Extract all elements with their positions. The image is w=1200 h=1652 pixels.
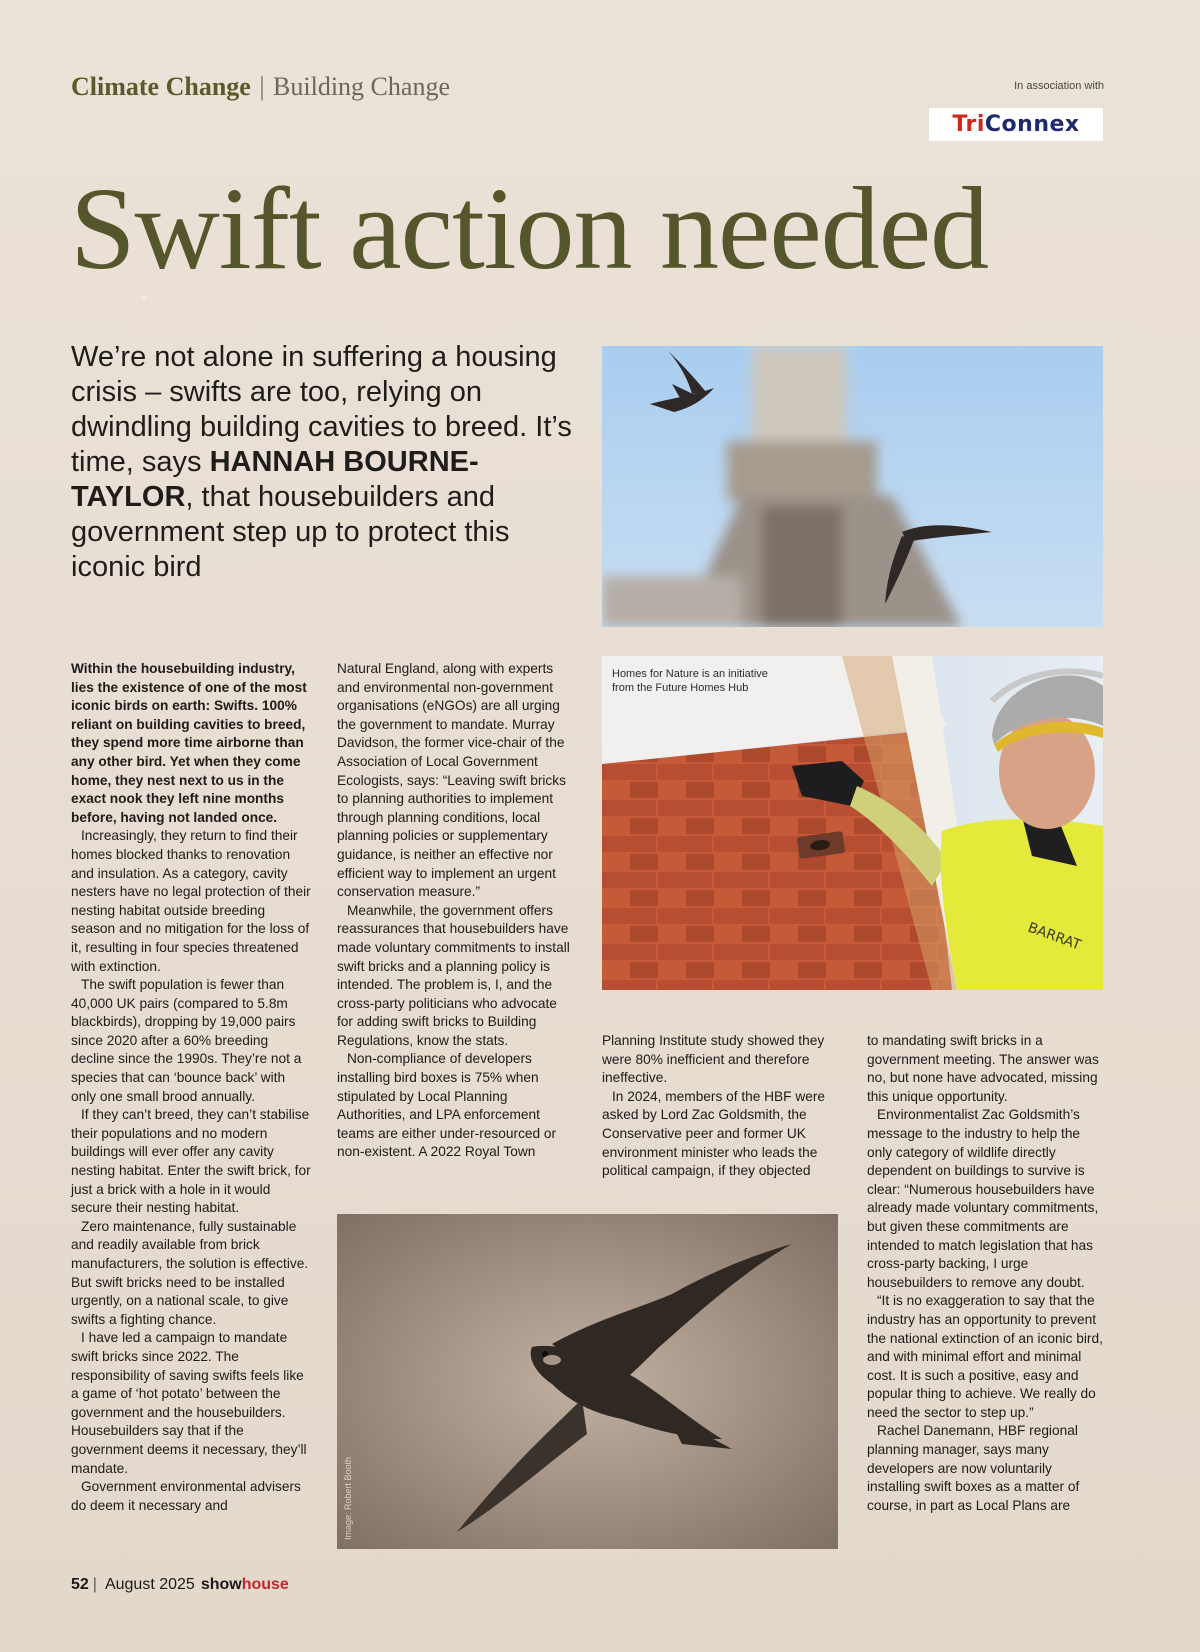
photo-swift-flight [337, 1214, 838, 1549]
body-paragraph: “It is no exaggeration to say that the industry has an opportunity to prevent the national extinction of an iconic bird, and with minimal effort and minimal cost. It is such a positive, easy and popular thing to achieve. We really do need the sector to step up.” [867, 1293, 1103, 1420]
body-paragraph: Planning Institute study showed they were 80% inefficient and therefore ineffective. [602, 1033, 825, 1086]
section-label [71, 72, 450, 102]
body-column-1 [71, 660, 311, 1515]
footer-separator: | [92, 1576, 97, 1593]
page-number: 52 [71, 1576, 89, 1593]
sponsor-logo-text: TriConnex [952, 112, 1080, 137]
body-paragraph: Natural England, along with experts and environmental non-government organisations (eNGOs) are all urging the government to mandate. Murray Davidson, the former vice-chair of the Association of Local Government Ecologists, says: “Leaving swift bricks to planning authorities to implement through planning conditions, local planning policies or supplementary guidance, is neither an effective nor efficient way to implement an urgent conservation measure.” [337, 661, 566, 900]
body-paragraph: In 2024, members of the HBF were asked by Lord Zac Goldsmith, the Conservative peer and former UK environment minister who leads the political campaign, if they objected [602, 1088, 826, 1179]
body-paragraph: Zero maintenance, fully sustainable and readily available from brick manufacturers, the solution is effective. But swift bricks need to be installed urgently, on a national scale, to give swifts a fighting chance. [71, 1218, 309, 1327]
body-paragraph: Environmentalist Zac Goldsmith’s message to the industry to help the only category of wildlife directly dependent on buildings to survive is clear: “Numerous housebuilders have already made voluntary commitments, but given these commitments are intended to match legislation that has cross-party backing, I urge housebuilders to remove any doubt. [867, 1107, 1099, 1290]
photo-worker-brick [602, 656, 1103, 990]
brand-logo: showhouse [200, 1576, 289, 1593]
issue-date: August 2025 [104, 1576, 195, 1593]
photo3-credit: Image: Robert Booth [343, 1456, 353, 1540]
body-paragraph: to mandating swift bricks in a government meeting. The answer was no, but none have advocated, missing this unique opportunity. [867, 1033, 1099, 1104]
section-primary: Climate Change [71, 72, 251, 101]
standfirst-before: We’re not alone in suffering a housing crisis – swifts are too, relying on dwindling building cavities to breed. It’s time, says [71, 341, 572, 478]
body-paragraph: The swift population is fewer than 40,000 UK pairs (compared to 5.8m blackbirds), dropping by 19,000 pairs since 2020 after a 60% breeding decline since the 1990s. They’re not a species that can ‘bounce back’ with only one small brood annually. [71, 977, 302, 1104]
hivis-text: BARRAT [1025, 919, 1083, 954]
body-paragraph: Meanwhile, the government offers reassurances that housebuilders have made voluntary commitments to install swift bricks and a planning policy is intended. The problem is, I, and the cross-party politicians who advocate for adding swift bricks to Building Regulations, know the stats. [337, 902, 570, 1048]
body-paragraph: If they can’t breed, they can’t stabilise their populations and no modern buildings will ever offer any cavity nesting habitat. Enter the swift brick, for just a brick with a hole in it would secure their nesting habitat. [71, 1107, 311, 1216]
photo-swifts-spire [602, 346, 1103, 627]
section-secondary: Building Change [273, 72, 450, 101]
standfirst-author: HANNAH BOURNE-TAYLOR [71, 446, 479, 513]
body-paragraph: Non-compliance of developers installing bird boxes is 75% when stipulated by Local Planning Authorities, and LPA enforcement teams are either under-resourced or non-existent. A 2022 Royal Town [337, 1051, 557, 1160]
body-paragraph: Within the housebuilding industry, lies the existence of one of the most iconic birds on earth: Swifts. 100% reliant on building cavities to breed, they spend more time airborne than any other bird. Yet when they come home, they nest next to us in the exact nook they left nine months before, having not landed once. [71, 661, 307, 825]
association-label: In association with [1014, 80, 1104, 92]
page-footer [71, 1576, 289, 1594]
body-paragraph: Government environmental advisers do deem it necessary and [71, 1479, 301, 1513]
headline: Swift action needed [70, 163, 989, 294]
body-column-4 [867, 1032, 1103, 1515]
sponsor-logo[interactable] [929, 108, 1103, 141]
body-column-2 [337, 660, 572, 1162]
body-paragraph: Increasingly, they return to find their homes blocked thanks to renovation and insulation. As a category, cavity nesters have no legal protection of their nesting habitat outside breeding season and no mitigation for the loss of it, resulting in four species threatened with extinction. [71, 828, 311, 974]
body-paragraph: Rachel Danemann, HBF regional planning manager, says many developers are now voluntarily installing swift boxes as a matter of course, in part as Local Plans are [867, 1423, 1080, 1513]
standfirst [71, 340, 591, 585]
standfirst-after: , that housebuilders and government step up to protect this iconic bird [71, 481, 510, 583]
body-paragraph: I have led a campaign to mandate swift bricks since 2022. The responsibility of saving swifts feels like a game of ‘hot potato’ between the government and the housebuilders. Housebuilders say that if the government deems it necessary, they’ll mandate. [71, 1330, 307, 1476]
photo2-caption: Homes for Nature is an initiative from the Future Homes Hub [612, 668, 768, 694]
section-separator: | [259, 72, 265, 101]
body-column-3 [602, 1032, 838, 1181]
